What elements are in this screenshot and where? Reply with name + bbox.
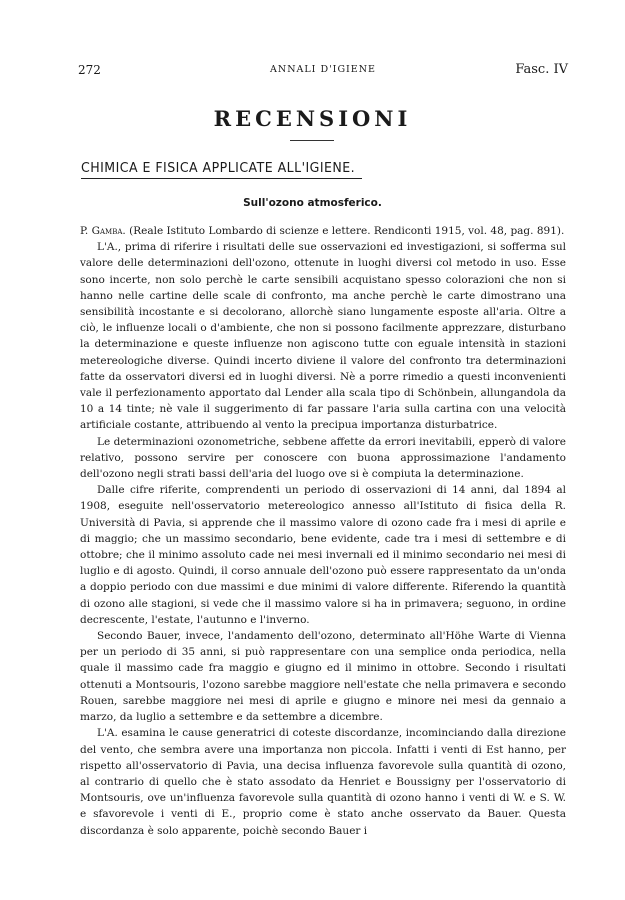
citation-author: P. Gamba. xyxy=(80,225,126,237)
paragraph: L'A., prima di riferire i risultati delle sue osservazioni ed investigazioni, si sofferma sul valore delle determinazioni dell'ozono, ottenute in luoghi diversi col metodo in uso. Esse sono incerte, non solo perchè le carte sensibili acquistano spesso colorazioni che non si hanno nelle cartine delle scale di confronto, ma anche perchè le carte dimostrano una sensibilità incostante e si decolorano, allorchè siano lungamente esposte all'aria. Oltre a ciò, le influenze locali o d'ambiente, che non si possono facilmente apprezzare, disturbano la determinazione e queste influenze non agiscono tutte con eguale intensità in stazioni metereologiche diverse. Quindi incerto diviene il valore del confronto tra determinazioni fatte da osservatori diversi ed in luoghi diversi. Nè a porre rimedio a questi inconvenienti vale il perfezionamento apportato dal Lender alla scala tipo di Schönbein, allungandola da 10 a 14 tinte; nè vale il suggerimento di far passare l'aria sulla cartina con una velocità artificiale costante, attribuendo al vento la precipua importanza disturbatrice. xyxy=(80,241,566,432)
section-underline xyxy=(81,178,362,179)
fascicle-label: Fasc. IV xyxy=(515,62,568,77)
page-number: 272 xyxy=(78,63,101,77)
title-divider xyxy=(290,140,334,141)
journal-title: ANNALI D'IGIENE xyxy=(270,64,376,75)
citation-source: (Reale Istituto Lombardo di scienze e lettere. Rendiconti 1915, vol. 48, pag. 891). xyxy=(129,225,565,237)
paragraph: Dalle cifre riferite, comprendenti un periodo di osservazioni di 14 anni, dal 1894 al 1908, eseguite nell'osservatorio metereologico annesso all'Istituto di fisica della R. Università di Pavia, si apprende che il massimo valore di ozono cade fra i mesi di aprile e di maggio; che un massimo secondario, bene evidente, cade tra i mesi di settembre e di ottobre; che il minimo assoluto cade nei mesi invernali ed il minimo secondario nei mesi di luglio e di agosto. Quindi, il corso annuale dell'ozono può essere rappresentato da un'onda a doppio periodo con due massimi e due minimi di valore differente. Riferendo la quantità di ozono alle stagioni, si vede che il massimo valore si ha in primavera; seguono, in ordine decrescente, l'estate, l'autunno e l'inverno. xyxy=(80,484,566,626)
page-title: RECENSIONI xyxy=(213,106,412,131)
section-heading: CHIMICA E FISICA APPLICATE ALL'IGIENE. xyxy=(81,160,356,176)
citation xyxy=(80,223,566,239)
running-header xyxy=(78,63,568,81)
paragraph: L'A. esamina le cause generatrici di coteste discordanze, incominciando dalla direzione del vento, che sembra avere una importanza non piccola. Infatti i venti di Est hanno, per rispetto all'osservatorio di Pavia, una decisa influenza favorevole sulla quantità di ozono, al contrario di quello che è stato assodato da Henriet e Boussigny per l'osservatorio di Montsouris, ove un'influenza favorevole sulla quantità di ozono hanno i venti di W. e S. W. e sfavorevole i venti di E., proprio come è stato anche osservato da Bauer. Questa discordanza è solo apparente, poichè secondo Bauer i xyxy=(80,727,566,837)
paragraph: Secondo Bauer, invece, l'andamento dell'ozono, determinato all'Höhe Warte di Vienna per un periodo di 35 anni, si può rappresentare con una semplice onda periodica, nella quale il massimo cade fra maggio e giugno ed il minimo in ottobre. Secondo i risultati ottenuti a Montsouris, l'ozono sarebbe maggiore nell'estate che nella primavera e secondo Rouen, sarebbe maggiore nei mesi di aprile e giugno e minore nei mesi da gennaio a marzo, da luglio a settembre e da settembre a dicembre. xyxy=(80,630,566,724)
article-body xyxy=(80,223,566,839)
article-title: Sull'ozono atmosferico. xyxy=(243,197,382,209)
paragraph: Le determinazioni ozonometriche, sebbene affette da errori inevitabili, epperò di valore relativo, possono servire per conoscere con buona approssimazione l'andamento dell'ozono negli strati bassi dell'aria del luogo ove si è compiuta la determinazione. xyxy=(80,435,566,481)
